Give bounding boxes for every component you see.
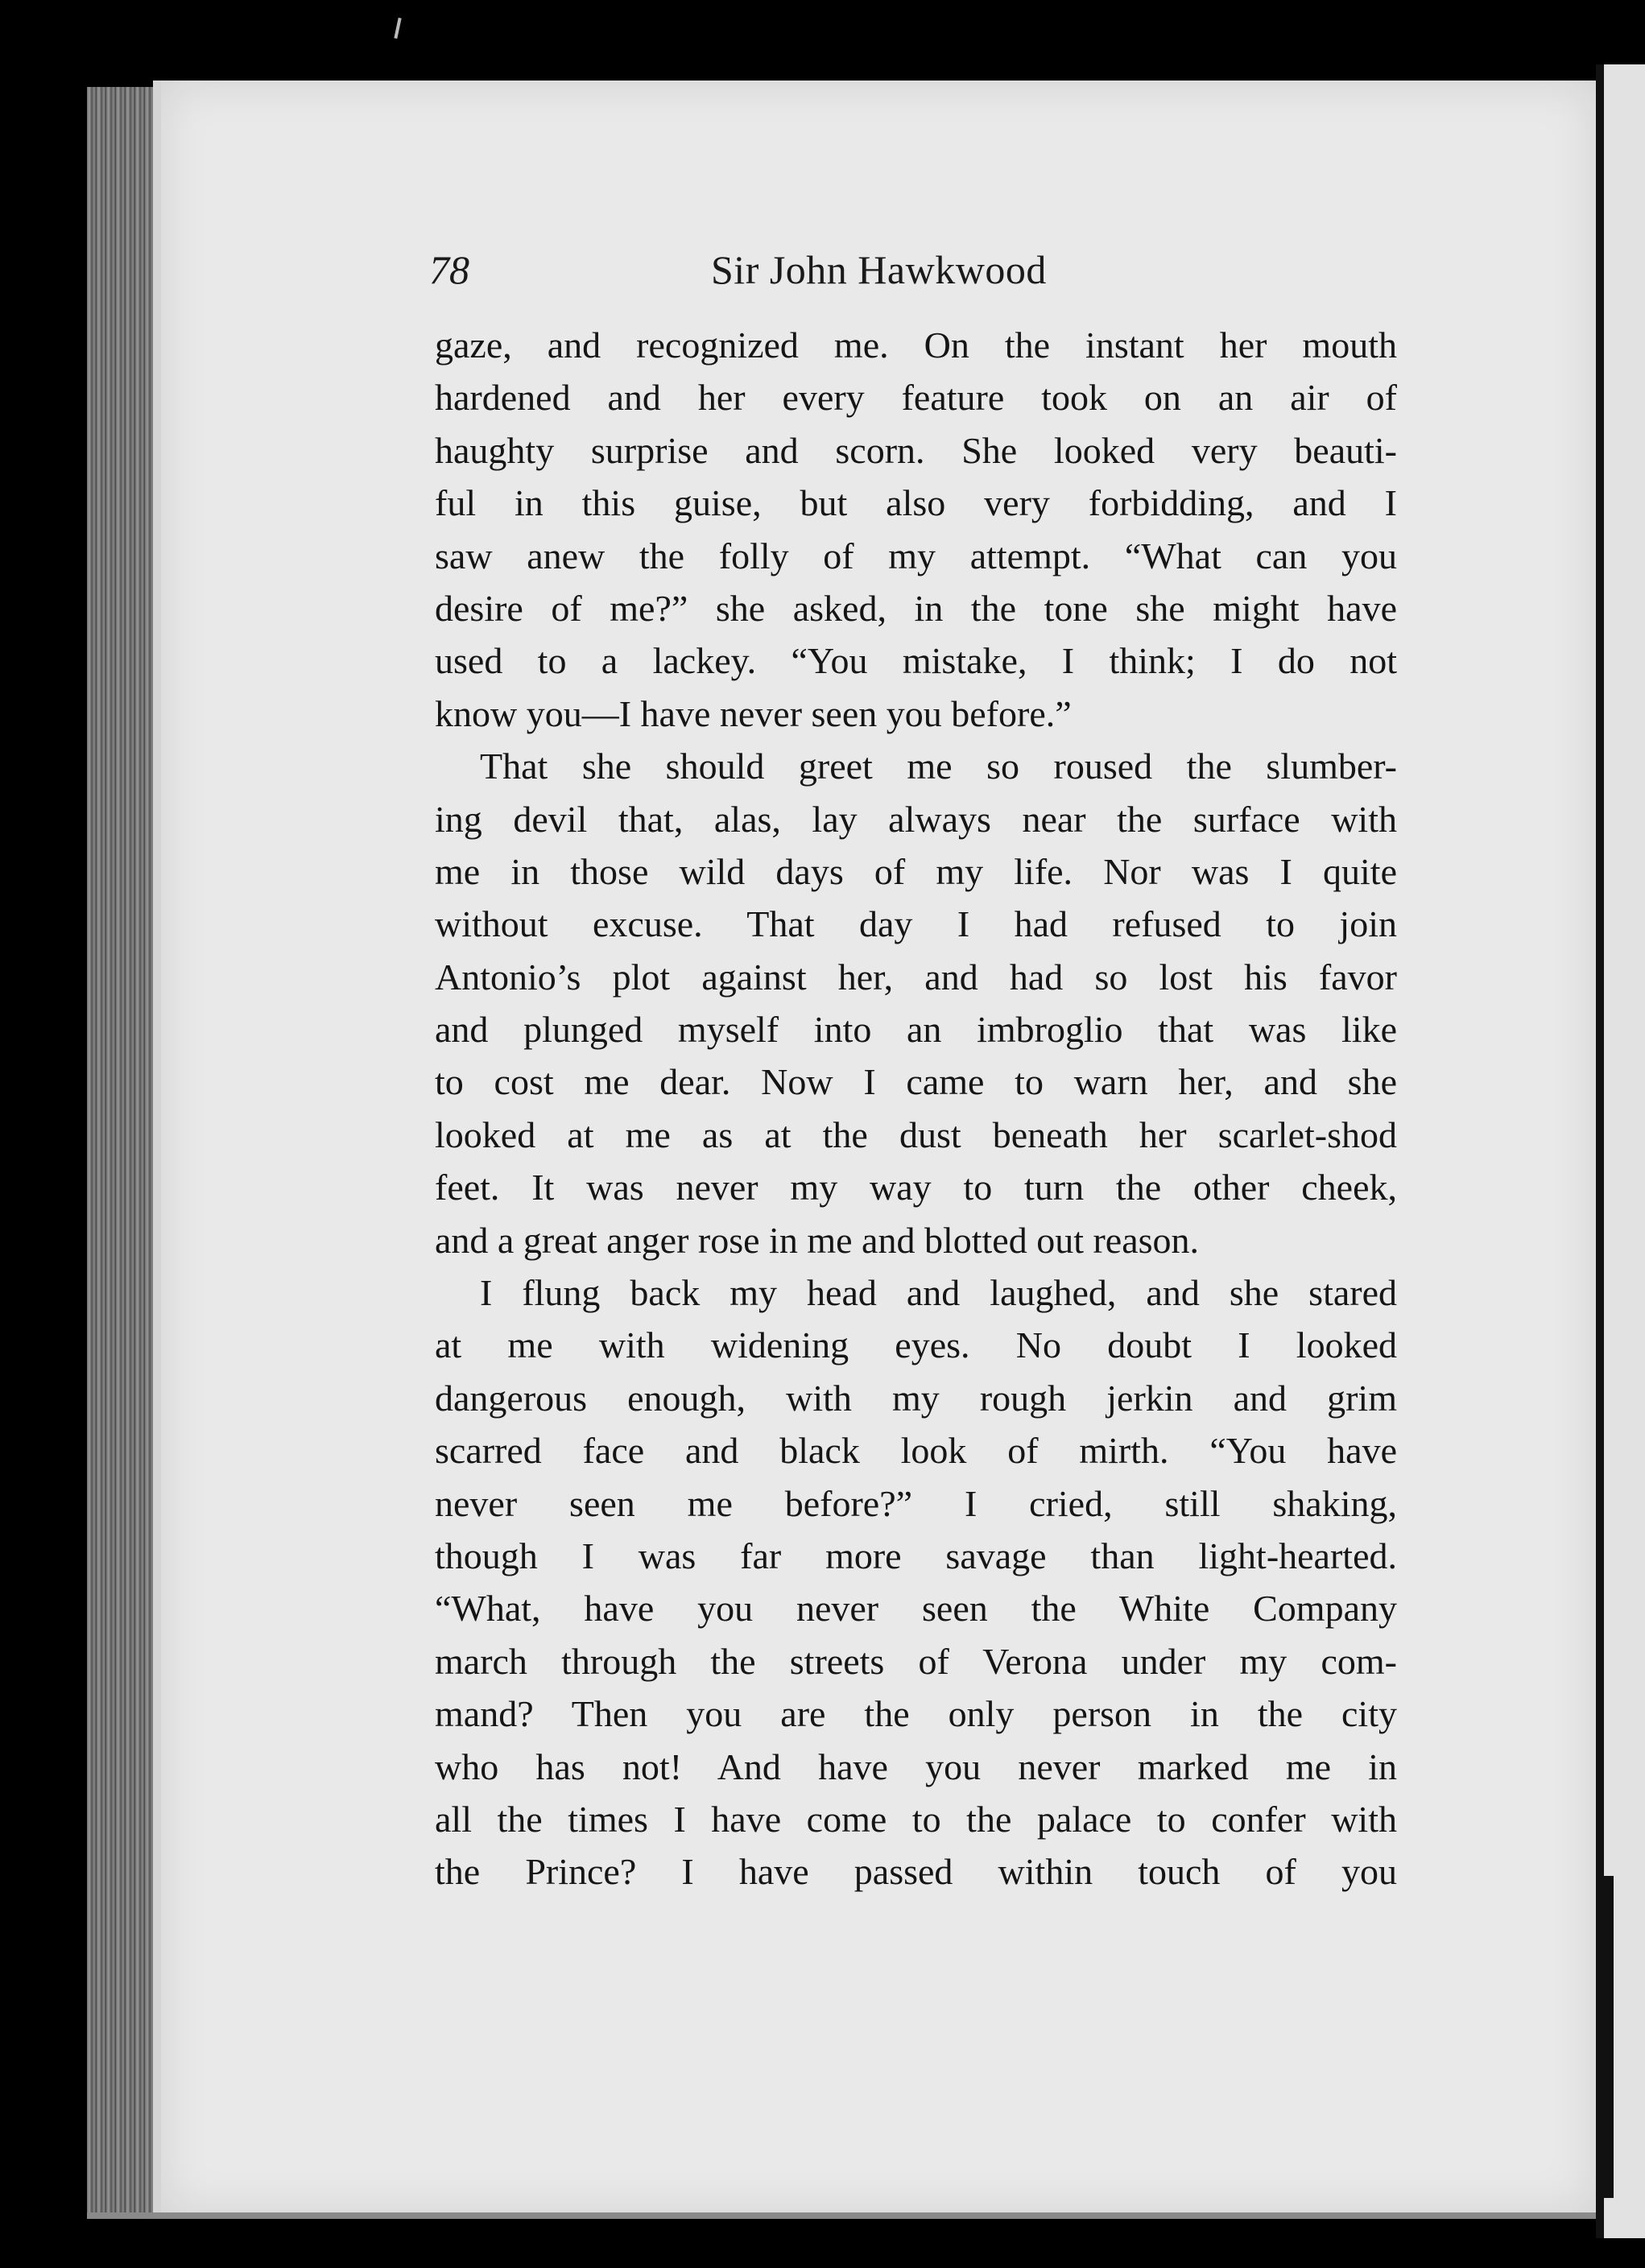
spine-edge bbox=[153, 81, 161, 2214]
text-line: ful in this guise, but also very forbidding, and I bbox=[435, 482, 1397, 524]
text-line: used to a lackey. “You mistake, I think; I do not bbox=[435, 640, 1397, 682]
text-line: scarred face and black look of mirth. “You have bbox=[435, 1430, 1397, 1472]
scan-mark bbox=[394, 18, 401, 39]
text-line: ing devil that, alas, lay always near the surface with bbox=[435, 798, 1397, 840]
text-line: know you—I have never seen you before.” bbox=[435, 692, 1072, 734]
text-line: me in those wild days of my life. Nor was I quite bbox=[435, 850, 1397, 892]
body-text bbox=[435, 319, 1397, 1898]
text-line: haughty surprise and scorn. She looked very beauti- bbox=[435, 429, 1397, 471]
page-header bbox=[429, 242, 1395, 306]
text-line: looked at me as at the dust beneath her scarlet-shod bbox=[435, 1113, 1397, 1155]
text-line: gaze, and recognized me. On the instant her mouth bbox=[435, 324, 1397, 366]
text-line: though I was far more savage than light-hearted. bbox=[435, 1535, 1397, 1576]
text-line: who has not! And have you never marked me in bbox=[435, 1745, 1397, 1787]
text-line: all the times I have come to the palace to confer with bbox=[435, 1798, 1397, 1840]
text-line: feet. It was never my way to turn the other cheek, bbox=[435, 1167, 1397, 1208]
text-line: That she should greet me so roused the slumber- bbox=[480, 746, 1397, 787]
page-gutter bbox=[1596, 64, 1604, 2238]
text-line: and a great anger rose in me and blotted out reason. bbox=[435, 1219, 1200, 1261]
text-line: saw anew the folly of my attempt. “What can you bbox=[435, 535, 1397, 576]
text-line: to cost me dear. Now I came to warn her, and she bbox=[435, 1061, 1397, 1103]
text-line: and plunged myself into an imbroglio that was like bbox=[435, 1009, 1397, 1051]
text-line: at me with widening eyes. No doubt I looked bbox=[435, 1324, 1397, 1366]
text-line: hardened and her every feature took on an air of bbox=[435, 377, 1397, 419]
book-spine bbox=[87, 87, 156, 2212]
page-number: 78 bbox=[429, 247, 469, 292]
text-line: I flung back my head and laughed, and she stared bbox=[480, 1272, 1397, 1314]
text-line: never seen me before?” I cried, still shaking, bbox=[435, 1482, 1397, 1524]
text-line: march through the streets of Verona under my com- bbox=[435, 1640, 1397, 1682]
text-line: the Prince? I have passed within touch of you bbox=[435, 1851, 1397, 1893]
page-bottom-edge bbox=[87, 2212, 1596, 2219]
text-line: mand? Then you are the only person in the city bbox=[435, 1693, 1397, 1735]
text-line: dangerous enough, with my rough jerkin and grim bbox=[435, 1377, 1397, 1419]
text-line: without excuse. That day I had refused to join bbox=[435, 903, 1397, 945]
text-line: “What, have you never seen the White Company bbox=[435, 1588, 1397, 1630]
facing-page-shadow bbox=[1604, 1876, 1614, 2198]
running-head: Sir John Hawkwood bbox=[711, 247, 1047, 292]
text-line: Antonio’s plot against her, and had so lost his favor bbox=[435, 956, 1397, 998]
text-line: desire of me?” she asked, in the tone she might have bbox=[435, 587, 1397, 629]
